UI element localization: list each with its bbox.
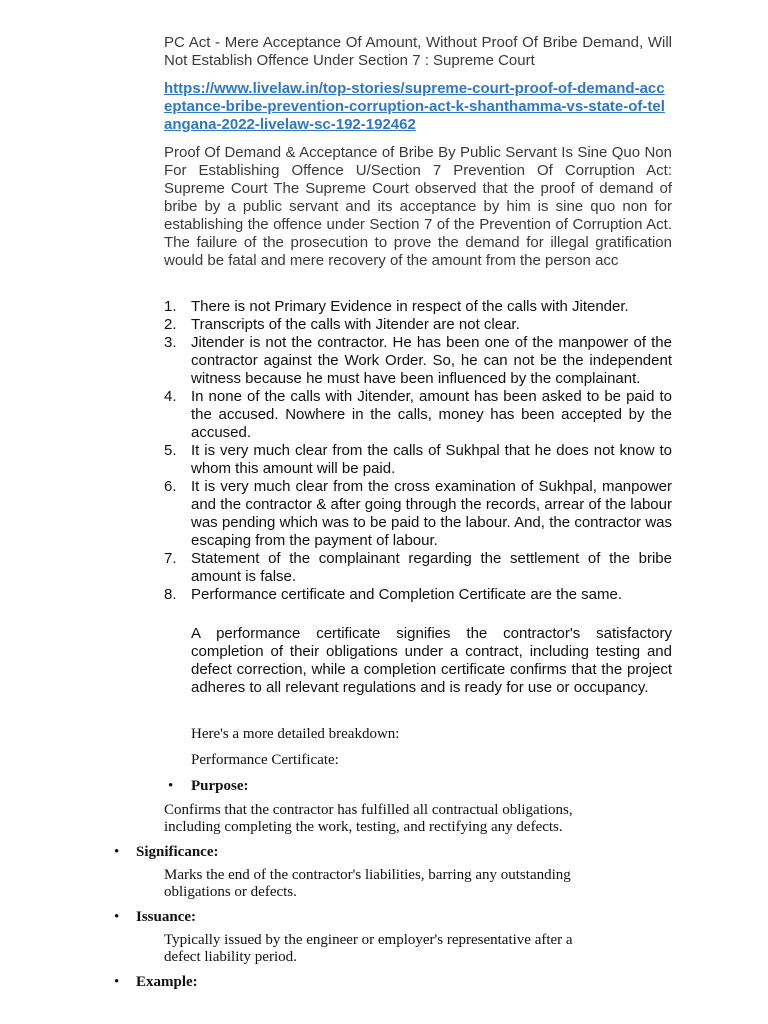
list-number: 2. (164, 316, 177, 333)
list-item-text: Performance certificate and Completion Certificate are the same. (191, 586, 623, 603)
bullet-marker: • (114, 974, 120, 990)
list-item (164, 298, 672, 316)
list-number: 1. (164, 298, 177, 315)
list-item (164, 550, 672, 586)
list-item (164, 586, 672, 604)
list-item-text: It is very much clear from the cross examination of Sukhpal, manpower and the contractor & after going through the records, arrear of the labour was pending which was to be paid to the labour. And, the contractor was escaping from the payment of labour. (191, 478, 672, 549)
issuance-label: Issuance: (136, 909, 197, 925)
list-item-text: In none of the calls with Jitender, amount has been asked to be paid to the accused. Nowhere in the calls, money has been accepted by the accused. (191, 388, 672, 441)
certificate-explanation: A performance certificate signifies the contractor's satisfactory completion of their obligations under a contract, including testing and defect correction, while a completion certificate confirms that the project adheres to all relevant regulations and is ready for use or occupancy. (191, 625, 672, 696)
points-list (164, 298, 672, 604)
list-item (164, 442, 672, 478)
list-number: 4. (164, 388, 177, 405)
list-item (164, 478, 672, 550)
bullet-marker: • (114, 909, 120, 925)
list-item-text: Jitender is not the contractor. He has been one of the manpower of the contractor against the Work Order. So, he can not be the independent witness because he must have been influenced by the complainant. (191, 334, 672, 387)
list-item (164, 334, 672, 388)
article-heading: PC Act - Mere Acceptance Of Amount, Without Proof Of Bribe Demand, Will Not Establish Offence Under Section 7 : Supreme Court (164, 34, 672, 69)
list-item (164, 316, 672, 334)
list-number: 5. (164, 442, 177, 459)
list-item-text: There is not Primary Evidence in respect of the calls with Jitender. (191, 298, 629, 315)
article-link[interactable]: https://www.livelaw.in/top-stories/supreme-court-proof-of-demand-acceptance-bribe-prevention-corruption-act-k-shanthamma-vs-state-of-telangana-2022-livelaw-sc-192-192462 (164, 80, 665, 133)
list-number: 6. (164, 478, 177, 495)
list-item-text: It is very much clear from the calls of Sukhpal that he does not know to whom this amount will be paid. (191, 442, 672, 477)
significance-text: Marks the end of the contractor's liabilities, barring any outstanding obligations or defects. (164, 867, 571, 900)
article-summary: Proof Of Demand & Acceptance of Bribe By Public Servant Is Sine Quo Non For Establishing Offence U/Section 7 Prevention Of Corruption Act: Supreme Court The Supreme Court observed that the proof of demand of bribe by a public servant and its acceptance by him is sine quo non for establishing the offence under Section 7 of the Prevention of Corruption Act. The failure of the prosecution to prove the demand for illegal gratification would be fatal and mere recovery of the amount from the person acc (164, 144, 672, 269)
list-item-text: Statement of the complainant regarding the settlement of the bribe amount is false. (191, 550, 672, 585)
breakdown-intro: Here's a more detailed breakdown: (191, 726, 400, 742)
purpose-text: Confirms that the contractor has fulfilled all contractual obligations, including completing the work, testing, and rectifying any defects. (164, 802, 573, 835)
performance-certificate-heading: Performance Certificate: (191, 752, 339, 768)
bullet-marker: • (168, 778, 174, 794)
bullet-marker: • (114, 844, 120, 860)
example-label: Example: (136, 974, 198, 990)
list-number: 3. (164, 334, 177, 351)
significance-label: Significance: (136, 844, 219, 860)
purpose-label: Purpose: (191, 778, 249, 794)
list-item-text: Transcripts of the calls with Jitender are not clear. (191, 316, 520, 333)
list-number: 8. (164, 586, 177, 603)
issuance-text: Typically issued by the engineer or employer's representative after a defect liability period. (164, 932, 573, 965)
list-item (164, 388, 672, 442)
list-number: 7. (164, 550, 177, 567)
